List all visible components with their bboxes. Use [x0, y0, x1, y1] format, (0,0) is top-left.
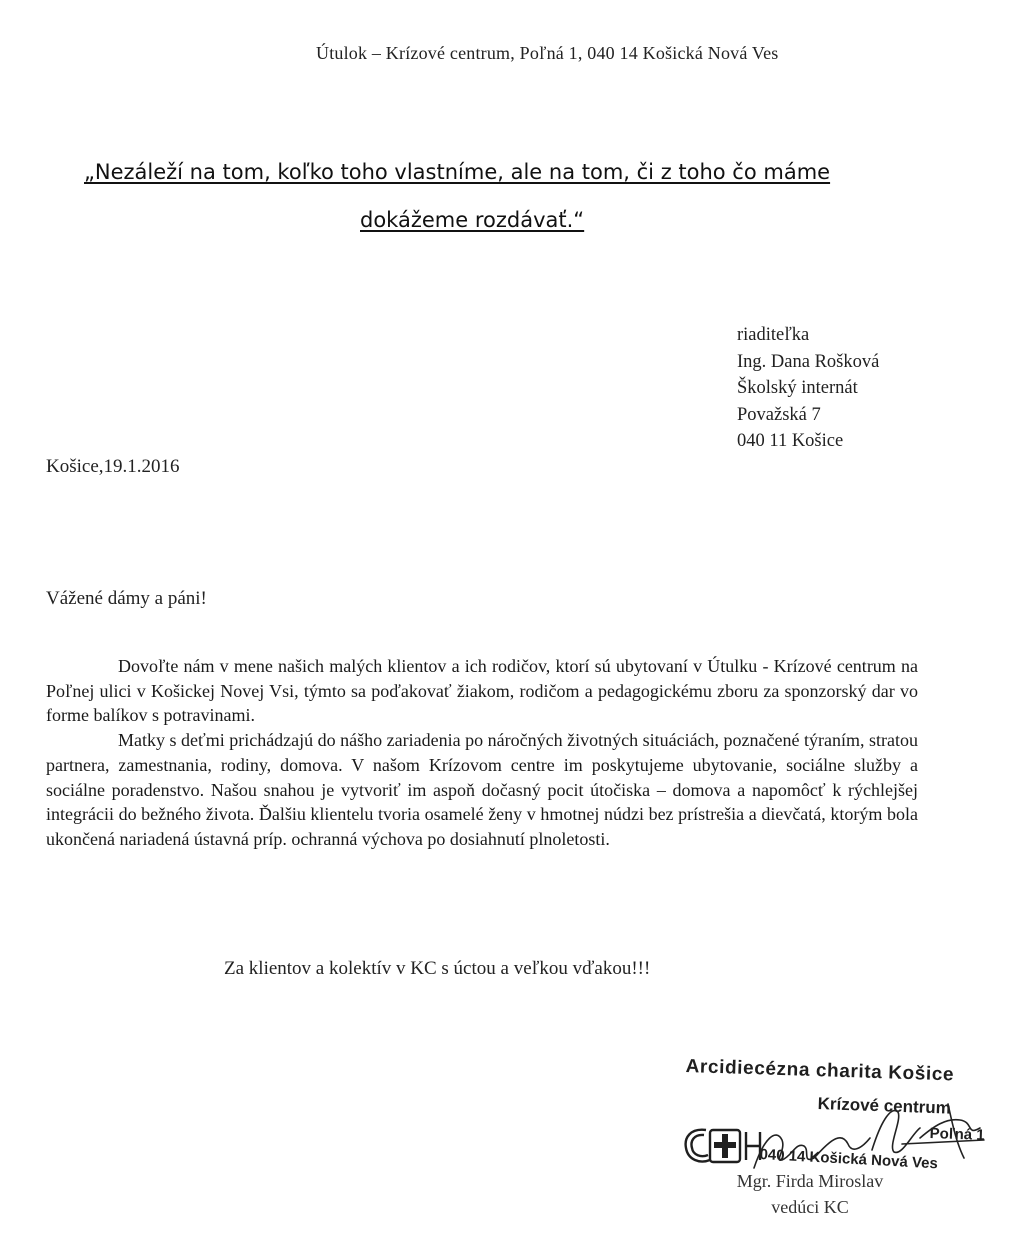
stamp-unit: Krízové centrum [817, 1094, 952, 1118]
signer-block [730, 1168, 890, 1220]
recipient-block [737, 322, 879, 455]
date-line: Košice,19.1.2016 [46, 456, 180, 477]
recipient-city: 040 11 Košice [737, 431, 844, 451]
closing-line: Za klientov a kolektív v KC s úctou a veľkou vďakou!!! [224, 958, 651, 979]
recipient-role: riaditeľka [737, 325, 810, 345]
body-paragraph-1: Dovoľte nám v mene našich malých klientov a ich rodičov, ktorí sú ubytovaní v Útulku - Krízové centrum na Poľnej ulici v Košickej Novej Vsi, týmto sa poďakovať žiakom, rodičom a pedagogickému zboru za sponzorský dar vo forme balíkov s potravinami. [46, 656, 918, 726]
salutation: Vážené dámy a páni! [46, 588, 207, 609]
signer-title: vedúci KC [771, 1197, 849, 1217]
letter-body [46, 654, 918, 852]
stamp-street: Poľná 1 [929, 1125, 985, 1144]
recipient-name: Ing. Dana Rošková [737, 351, 880, 372]
signer-name: Mgr. Firda Miroslav [736, 1171, 884, 1191]
body-paragraph-2: Matky s deťmi prichádzajú do nášho zariadenia po náročných životných situáciách, poznačené týraním, stratou partnera, zamestnania, rodiny, domova. V našom Krízovom centre im poskytujeme ubytovanie, sociálne služby a sociálne poradenstvo. Našou snahou je vytvoriť im aspoň dočasný pocit útočiska – domova a napomôcť k rýchlejšej integrácii do bežného života. Ďalšiu klientelu tvoria osamelé ženy v hmotnej núdzi bez prístrešia a dievčatá, ktorým bola ukončená nariadená ústavná príp. ochranná výchova po dosiahnutí plnoletosti. [46, 730, 918, 849]
motto-line-2: dokážeme rozdávať.“ [360, 208, 585, 232]
handwritten-signature [752, 1098, 1002, 1178]
motto-line-1: „Nezáleží na tom, koľko toho vlastníme, ale na tom, či z toho čo máme [84, 160, 831, 184]
header-address: Útulok – Krízové centrum, Poľná 1, 040 14 Košická Nová Ves [316, 43, 779, 63]
recipient-institution: Školský internát [737, 378, 858, 398]
stamp-city: 040 14 Košická Nová Ves [759, 1146, 939, 1173]
stamp-organization: Arcidiecézna charita Košice [685, 1056, 955, 1086]
recipient-street: Považská 7 [737, 404, 821, 425]
